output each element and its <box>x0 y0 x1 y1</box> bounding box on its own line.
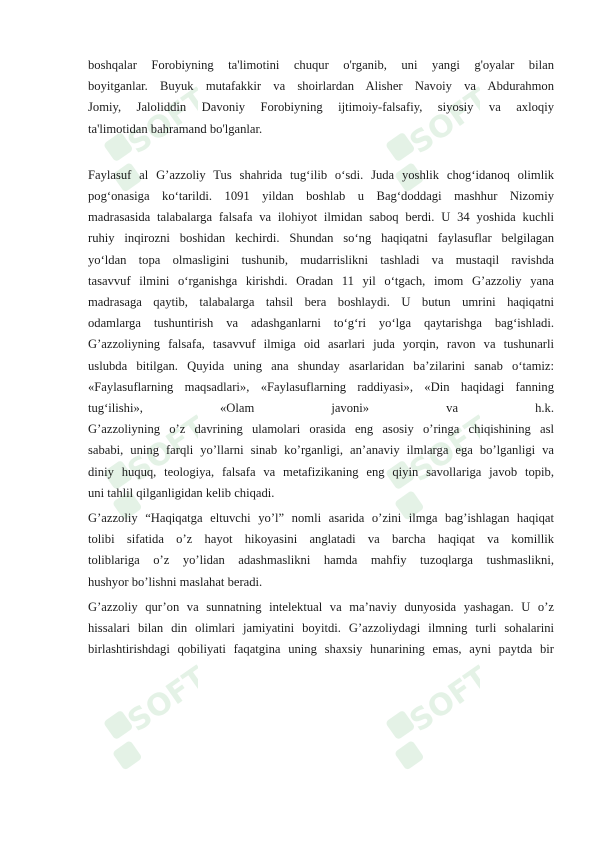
text-line: Faylasuf al G’azzoliy Tus shahrida tug‘ilib o‘sdi. Juda yoshlik chog‘idanoq olimlik <box>88 167 554 182</box>
text-line: pog‘onasiga ko‘tarildi. 1091 yildan boshlab u Bag‘doddagi mashhur Nizomiy <box>88 189 554 204</box>
text-line: hushyor bo’lishni maslahat beradi. <box>88 574 263 589</box>
text-line: toliblariga o’z yo’lidan adashmaslikni hamda mahfiy tuzoqlarga tushmaslikni, <box>88 553 554 568</box>
text-line: tasavvuf ilmini o‘rganishga kirishdi. Oradan 11 yil o‘tgach, imom G’azzoliy yana <box>88 273 554 288</box>
svg-text:SOFT: SOFT <box>403 659 480 740</box>
text-line: G’azzoliyning o’z davrining ulamolari orasida eng asosiy o’ringa chiqishining asl <box>88 422 554 437</box>
watermark-logo-icon <box>88 650 198 780</box>
watermark-logo-icon <box>370 650 480 780</box>
text-line: madrasaga qaytib, talabalarga tahsil bera boshlaydi. U butun umrini haqiqatni <box>88 295 554 310</box>
text-line: uni tahlil qilganligidan kelib chiqadi. <box>88 485 275 500</box>
text-line: odamlarga tushuntirish va adashganlarni to‘g‘ri yo‘lga qaytarishga bag‘ishladi. <box>88 316 554 331</box>
svg-text:SOFT: SOFT <box>403 409 480 490</box>
svg-text:SOFT: SOFT <box>121 659 198 740</box>
text-line: sababi, uning farqli yo’llarni sinab ko’rganligi, an’anaviy ilmlarga ega bo’lganligi va <box>88 443 554 458</box>
text-line: hissalari bilan din olimlari jamiyatini boyitdi. G’azzoliydagi ilmning turli sohalarini <box>88 621 554 636</box>
body-text <box>88 55 554 660</box>
watermark-logo <box>88 650 198 780</box>
paragraph <box>88 55 554 140</box>
paragraph <box>88 419 554 504</box>
paragraph <box>88 508 554 593</box>
watermark-logo <box>370 650 480 780</box>
text-line: «Faylasuflarning maqsadlari», «Faylasuflarning raddiyasi», «Din haqidagi fanning <box>88 379 554 394</box>
text-line: Jomiy, Jaloliddin Davoniy Forobiyning ijtimoiy-falsafiy, siyosiy va axloqiy <box>88 100 554 115</box>
text-line: tolibi sifatida o’z hayot hikoyasini anglatadi va barcha haqiqat va komillik <box>88 532 554 547</box>
text-line: uslubda bitilgan. Quyida uning ana shunday asarlaridan ba’zilarini sanab o‘tamiz: <box>88 358 554 373</box>
text-line: G’azzoliyning falsafa, tasavvuf ilmiga oid asarlari juda yorqin, ravon va tushunarli <box>88 337 554 352</box>
svg-text:SOFT: SOFT <box>403 81 480 162</box>
text-line: tug‘ilishi», «Olam javoni» va h.k. <box>88 401 554 416</box>
text-line: yo‘ldan topa olmasligini tushunib, mudarrislikni tashladi va mustaqil ravishda <box>88 252 554 267</box>
text-line: madrasasida talabalarga falsafa va ilohiyot ilmidan saboq berdi. U 34 yoshida kuchli <box>88 210 554 225</box>
text-line: boyitganlar. Buyuk mutafakkir va shoirlardan Alisher Navoiy va Abdurahmon <box>88 79 554 94</box>
text-line: ta'limotidan bahramand bo'lganlar. <box>88 121 263 136</box>
text-line: diniy huquq, teologiya, falsafa va metafizikaning eng qiyin savollariga javob topib, <box>88 464 554 479</box>
svg-text:SOFT: SOFT <box>121 81 198 162</box>
text-line: G’azzoliy qur’on va sunnatning intelektual va ma’naviy dunyosida yashagan. U o’z <box>88 599 554 614</box>
text-line: birlashtirishdagi qobiliyati faqatgina uning shaxsiy hunarining emas, ayni paytda bir <box>88 642 554 657</box>
text-line: boshqalar Forobiyning ta'limotini chuqur o'rganib, uni yangi g'oyalar bilan <box>88 58 554 72</box>
text-line: G’azzoliy “Haqiqatga eltuvchi yo’l” nomli asarida o’zini ilmga bag’ishlagan haqiqat <box>88 511 554 526</box>
paragraph <box>88 165 554 419</box>
text-line: ruhiy inqirozni boshidan kechirdi. Shundan so‘ng haqiqatni faylasuflar belgilagan <box>88 231 554 246</box>
svg-text:SOFT: SOFT <box>121 409 198 490</box>
paragraph <box>88 597 554 661</box>
